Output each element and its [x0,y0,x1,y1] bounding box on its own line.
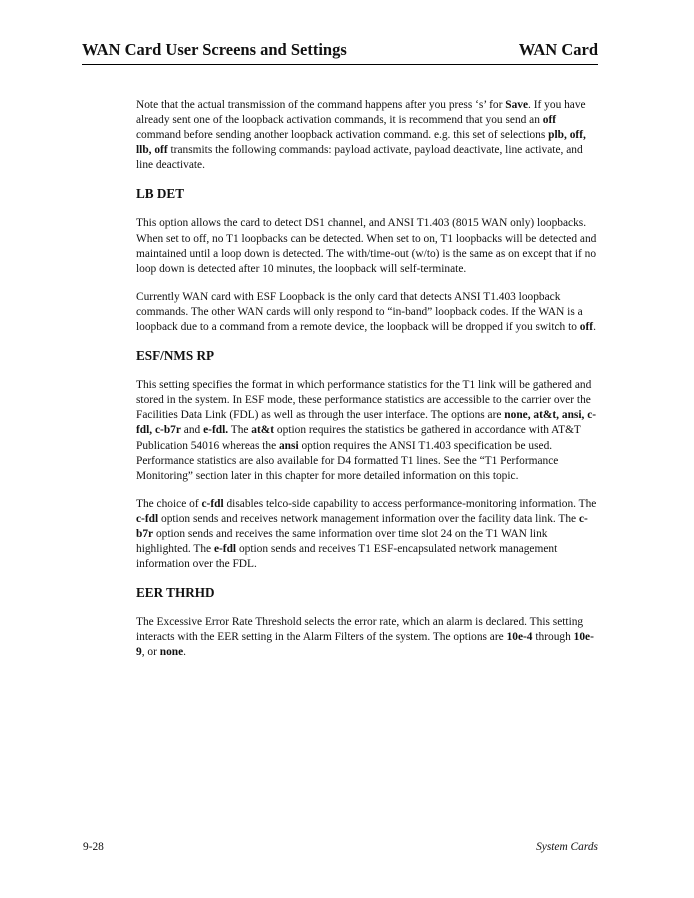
lbdet-paragraph-1: This option allows the card to detect DS1 channel, and ANSI T1.403 (8015 WAN only) loopbacks. When set to off, no T1 loopbacks can be detected. When set to on, T1 loopbacks will be detected and maintained until a loop down is detected. The with/time-out (w/to) is the same as on except that if no loop down is detected after 10 minutes, the loopback will self-terminate. [136,217,597,275]
lbdet-heading: LB DET [136,186,185,202]
page-number: 9-28 [83,841,104,853]
eer-paragraph: The Excessive Error Rate Threshold selects the error rate, which an alarm is declared. This setting interacts with the EER setting in the Alarm Filters of the system. The options are 10e-4 through 10e-9, or none. [136,616,594,659]
intro-paragraph: Note that the actual transmission of the command happens after you press ‘s’ for Save. If you have already sent one of the loopback activation commands, it is recommend that you send an off command before sending another loopback activation command. e.g. this set of selections plb, off, llb, off transmits the following commands: payload activate, payload deactivate, line activate, and line deactivate. [136,99,586,172]
header-title: WAN Card User Screens and Settings [82,40,347,59]
esf-heading: ESF/NMS RP [136,348,215,364]
esf-paragraph-2: The choice of c-fdl disables telco-side capability to access performance-monitoring information. The c-fdl option sends and receives network management information over the facility data link. The c-b7r option sends and receives the same information over time slot 24 on the T1 WAN link highlighted. The e-fdl option sends and receives T1 ESF-encapsulated network management information over the FDL. [136,497,597,571]
page-header [82,40,598,65]
page-content [136,98,599,674]
eer-heading: EER THRHD [136,585,215,601]
esf-paragraph-1: This setting specifies the format in which performance statistics for the T1 link will be gathered and stored in the system. In ESF mode, these performance statistics are accessible to the carrier over the Facilities Data Link (FDL) as well as through the user interface. The options are none, at&t, ansi, c-fdl, c-b7r and e-fdl. The at&t option requires the statistics be gathered in accordance with AT&T Publication 54016 whereas the ansi option requires the ANSI T1.403 specification be used. Performance statistics are also available for D4 formatted T1 lines. See the “T1 Performance Monitoring” section later in this chapter for more detailed information on this topic. [136,379,597,482]
chapter-name: System Cards [536,841,598,853]
lbdet-paragraph-2: Currently WAN card with ESF Loopback is the only card that detects ANSI T1.403 loopback commands. The other WAN cards will only respond to “in-band” loopback codes. If the WAN is a loopback due to a command from a remote device, the loopback will be dropped if you switch to off. [136,290,596,334]
header-section: WAN Card [518,40,598,59]
